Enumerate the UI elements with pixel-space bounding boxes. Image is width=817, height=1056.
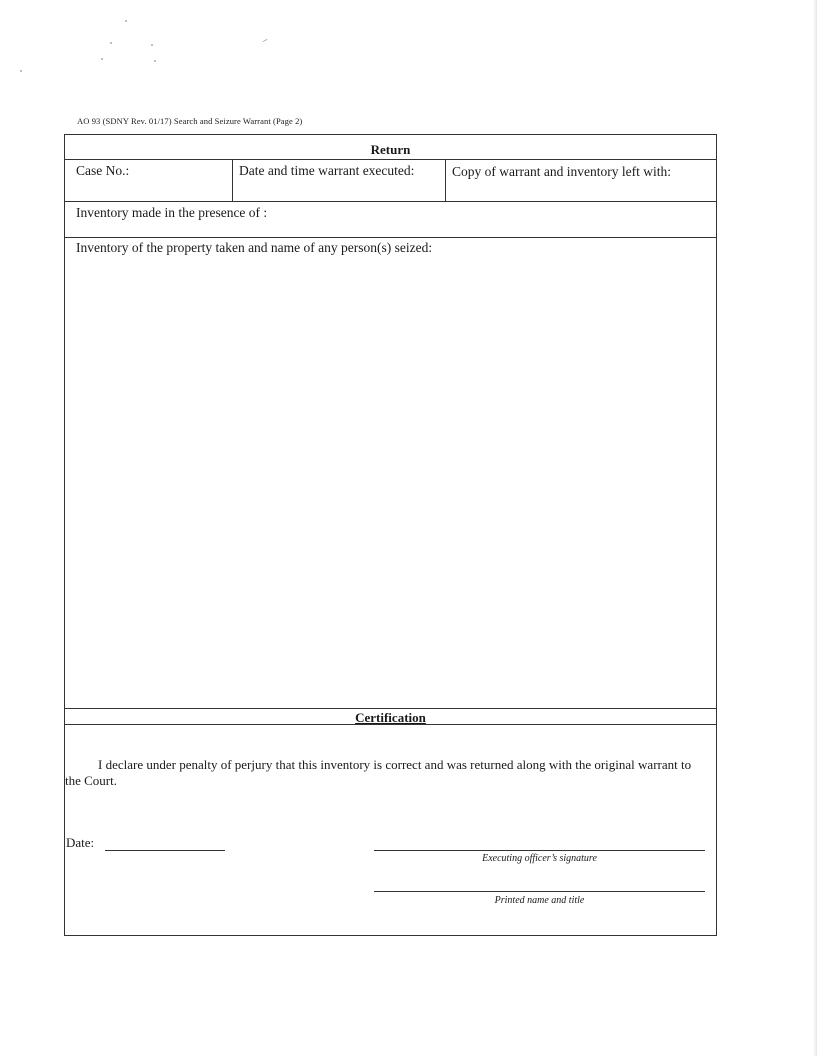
inventory-label: Inventory of the property taken and name of any person(s) seized: — [76, 240, 433, 255]
copy-left-with-label: Copy of warrant and inventory left with: — [452, 164, 671, 179]
date-label: Date: — [66, 835, 95, 850]
divider — [65, 724, 716, 725]
divider — [65, 237, 716, 238]
scan-edge-shadow — [813, 0, 817, 1056]
divider — [445, 159, 446, 201]
declaration-paragraph: I declare under penalty of perjury that this inventory is correct and was returned along with the original warrant to the Court. — [65, 757, 692, 788]
printed-name-caption: Printed name and title — [494, 895, 585, 906]
scan-speck — [110, 42, 112, 44]
divider — [232, 159, 233, 201]
scan-speck — [101, 58, 103, 60]
presence-label: Inventory made in the presence of : — [76, 205, 268, 220]
officer-signature-caption: Executing officer’s signature — [482, 853, 597, 864]
return-form — [64, 134, 717, 936]
case-no-label: Case No.: — [76, 163, 130, 178]
divider — [65, 201, 716, 202]
divider — [65, 159, 716, 160]
printed-name-line[interactable] — [374, 891, 705, 892]
scan-speck — [262, 39, 268, 43]
certification-section-title: Certification — [355, 710, 426, 725]
date-time-executed-label: Date and time warrant executed: — [239, 163, 415, 178]
declaration-text — [65, 757, 716, 789]
date-input-line[interactable] — [105, 850, 225, 851]
officer-signature-line[interactable] — [374, 850, 705, 851]
form-header: AO 93 (SDNY Rev. 01/17) Search and Seizure Warrant (Page 2) — [77, 116, 303, 126]
scan-speck — [154, 60, 156, 62]
scan-speck — [125, 20, 127, 22]
scan-speck — [20, 70, 22, 72]
divider — [65, 708, 716, 709]
scan-speck — [151, 44, 153, 46]
return-section-title: Return — [370, 142, 411, 157]
